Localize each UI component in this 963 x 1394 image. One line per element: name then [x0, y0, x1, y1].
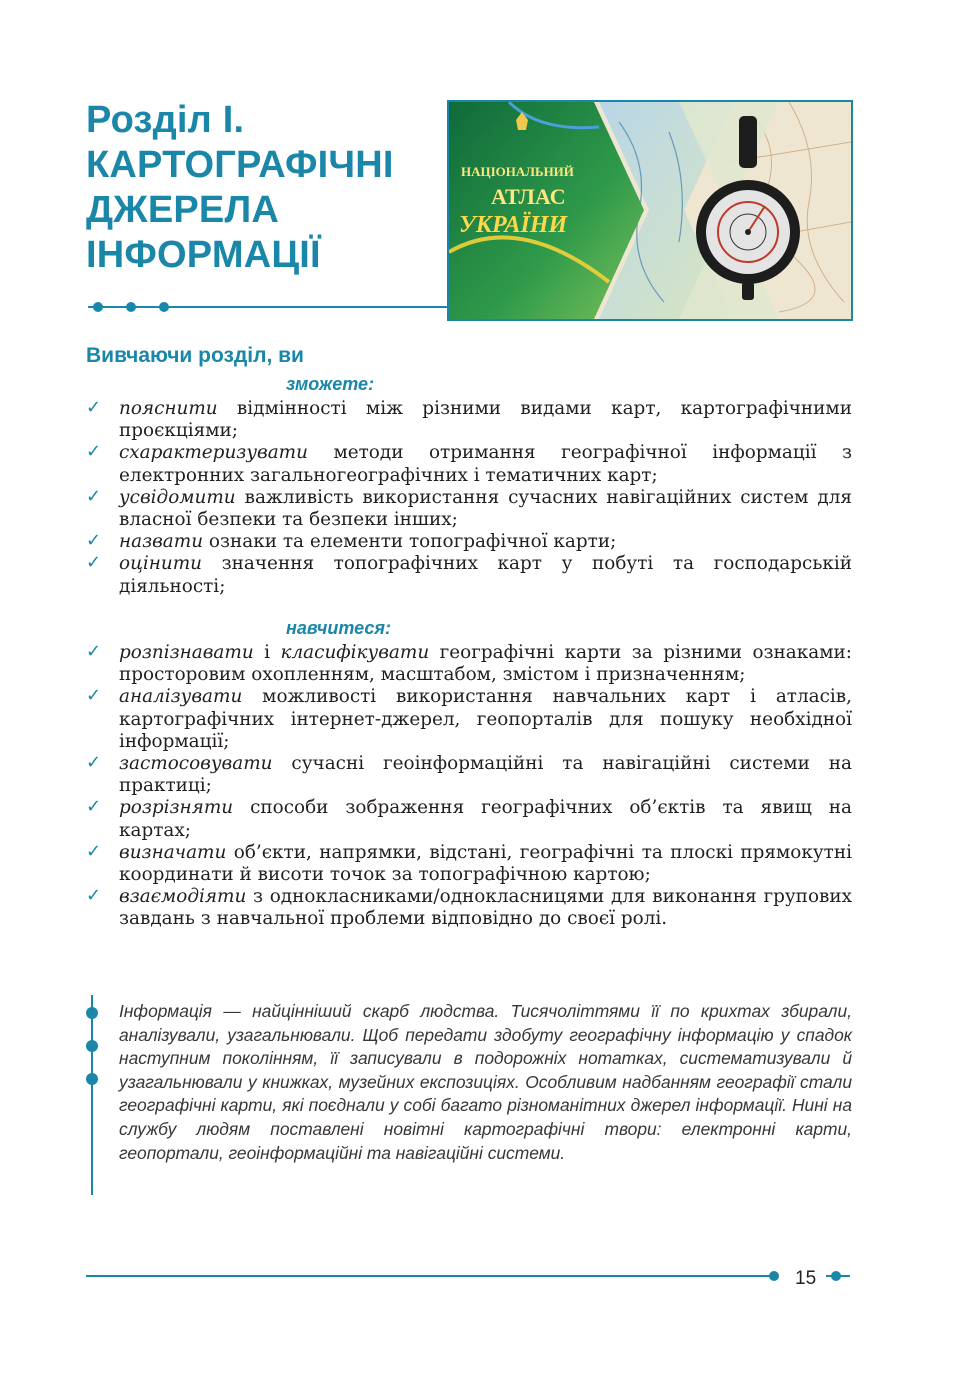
item-verb: пояснити	[119, 398, 218, 419]
list-item	[86, 797, 852, 841]
item-verb: оцінити	[119, 553, 203, 575]
atlas-title-line: НАЦІОНАЛЬНИЙ	[461, 164, 574, 179]
title-divider	[86, 301, 452, 313]
item-verb: класифікувати	[280, 642, 430, 663]
list-item	[86, 886, 852, 930]
list-item	[86, 398, 852, 442]
item-verb: розрізняти	[119, 797, 234, 819]
check-icon: ✓	[86, 485, 102, 507]
item-text: значення топографічних карт у побуті та господарській діяльності;	[119, 553, 852, 597]
check-icon: ✓	[86, 685, 102, 707]
check-icon: ✓	[86, 840, 102, 862]
chapter-title-line: КАРТОГРАФІЧНІ	[86, 144, 394, 186]
item-verb: аналізувати	[119, 686, 243, 708]
item-verb: застосовувати	[119, 753, 273, 775]
chapter-title-line: ІНФОРМАЦІЇ	[86, 234, 321, 276]
item-text: способи зображення географічних об’єктів та явищ на картах;	[119, 797, 852, 841]
atlas-title-line: АТЛАС	[491, 184, 566, 209]
chapter-title-line: ДЖЕРЕЛА	[86, 189, 279, 231]
list-item	[86, 487, 852, 531]
check-icon: ✓	[86, 752, 102, 774]
can-list	[86, 398, 852, 598]
item-text: об’єкти, напрямки, відстані, географічні та плоскі прямокутні координати й висоти точок за топографічною картою;	[119, 841, 852, 886]
list-item	[86, 686, 852, 753]
item-verb: взаємодіяти	[119, 886, 247, 908]
chapter-hero-image	[447, 100, 853, 321]
page-number: 15	[795, 1268, 817, 1289]
can-heading: зможете:	[286, 374, 375, 394]
item-text: і	[253, 642, 281, 663]
item-text: географічні карти за різними ознаками: просторовим охопленням, масштабом, змістом і призначенням;	[119, 642, 852, 686]
list-item	[86, 753, 852, 797]
check-icon: ✓	[86, 885, 102, 907]
footer-divider	[86, 1270, 786, 1282]
check-icon: ✓	[86, 397, 102, 418]
item-verb: назвати	[119, 531, 204, 553]
item-text: методи отримання географічної інформації з електронних загальногеографічних і тематичних карт;	[119, 442, 852, 486]
learn-list	[86, 642, 852, 931]
quote-marker	[82, 995, 102, 1195]
chapter-title	[86, 98, 426, 278]
check-icon: ✓	[86, 552, 102, 574]
list-item	[86, 442, 852, 486]
objectives-heading: Вивчаючи розділ, ви	[86, 344, 304, 367]
item-text: важливість використання сучасних навігаційних систем для власної безпеки та безпеки інших;	[119, 486, 852, 531]
footer-divider-end	[826, 1270, 850, 1282]
item-text: можливості використання навчальних карт і атласів, картографічних інтернет-джерел, геопорталів для пошуку необхідної інформації;	[119, 686, 852, 752]
item-text: ознаки та елементи топографічної карти;	[203, 531, 617, 553]
item-verb: визначати	[119, 841, 227, 863]
list-item	[86, 842, 852, 886]
learn-heading: навчитеся:	[286, 618, 391, 638]
item-verb: розпізнавати	[119, 642, 254, 663]
check-icon: ✓	[86, 796, 102, 818]
item-text: сучасні геоінформаційні та навігаційні системи на практиці;	[119, 753, 852, 797]
list-item	[86, 642, 852, 686]
chapter-title-line: Розділ І.	[86, 99, 245, 141]
item-verb: усвідомити	[119, 486, 236, 508]
check-icon: ✓	[86, 441, 102, 463]
item-text: відмінності між різними видами карт, картографічними проєкціями;	[119, 398, 852, 442]
item-text: з однокласниками/однокласницями для виконання групових завдань з навчальної проблеми відповідно до своєї ролі.	[119, 886, 852, 930]
atlas-title-line: УКРАЇНИ	[459, 212, 568, 238]
list-item	[86, 531, 852, 553]
list-item	[86, 553, 852, 597]
check-icon: ✓	[86, 530, 102, 552]
info-quote: Інформація — найцінніший скарб людства. Тисячоліттями її по крихтах збирали, аналізували, узагальнювали. Щоб передати здобуту географічну інформацію у спадок наступним поколінням, її записували в подорожніх нотатках, систематизували й узагальнювали у книжках, музейних експозиціях. Особливим надбанням географії стали географічні карти, які поєднали у собі багато різноманітних джерел інформації. Нині на службу людям поставлені новітні картографічні твори: електронні карти, геопортали, геоінформаційні та навігаційні системи.	[119, 1001, 852, 1163]
check-icon: ✓	[86, 641, 102, 662]
item-verb: схарактеризувати	[119, 442, 308, 464]
